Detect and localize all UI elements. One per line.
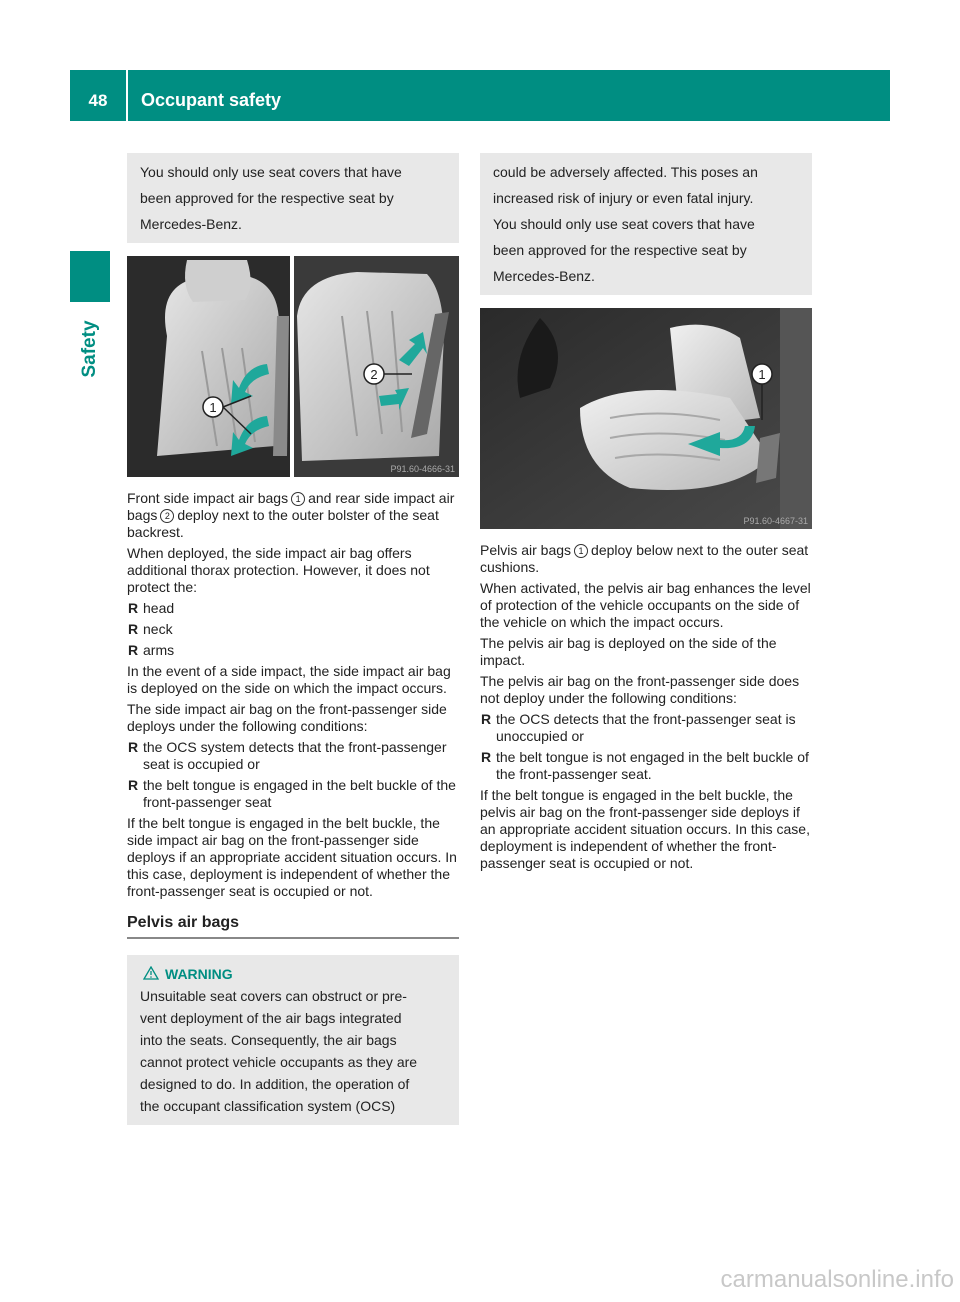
conditions-list	[127, 739, 459, 811]
callout-1-icon: 1	[291, 492, 305, 506]
side-tab-block	[70, 251, 110, 302]
warning-line: into the seats. Consequently, the air bags	[140, 1032, 397, 1048]
text-run: Front side impact air bags	[127, 490, 289, 506]
note-line: been approved for the respective seat by	[493, 242, 747, 258]
warning-line: the occupant classification system (OCS)	[140, 1098, 396, 1114]
bullet-icon: R	[128, 621, 139, 637]
left-column	[127, 153, 459, 1125]
list-item-text: the OCS detects that the front-passenger seat is unoccupied or	[496, 711, 796, 744]
bullet-icon: R	[481, 749, 492, 765]
list-item-text: head	[143, 600, 175, 616]
callout-1-label: 1	[758, 367, 766, 382]
side-impact-airbag-photo	[127, 256, 459, 477]
section-heading: Pelvis air bags	[127, 914, 459, 939]
paragraph-pelvis-airbags	[480, 542, 812, 576]
header-divider	[126, 70, 128, 121]
image-code: P91.60-4667-31	[743, 516, 808, 526]
note-line: could be adversely affected. This poses an	[493, 164, 758, 180]
list-item	[127, 777, 459, 811]
protection-list	[127, 600, 459, 659]
warning-title: WARNING	[165, 966, 233, 982]
note-line: You should only use seat covers that have	[140, 164, 402, 180]
paragraph: If the belt tongue is engaged in the belt buckle, the side impact air bag on the front-passenger side deploys if an appropriate accident situation occurs. In this case, deployment is independent of whether the front-passenger seat is occupied or not.	[127, 815, 457, 899]
list-item-text: neck	[143, 621, 173, 637]
warning-triangle-icon	[143, 966, 159, 980]
list-item	[127, 642, 459, 659]
bullet-icon: R	[128, 600, 139, 616]
text-run: and rear side impact air bags	[127, 490, 455, 523]
paragraph: In the event of a side impact, the side impact air bag is deployed on the side on which the impact occurs.	[127, 663, 451, 696]
text-run: deploy next to the outer bolster of the seat backrest.	[127, 507, 439, 540]
note-line: been approved for the respective seat by	[140, 190, 394, 206]
watermark: carmanualsonline.info	[720, 1266, 954, 1293]
paragraph-side-airbags	[127, 490, 459, 541]
note-line: You should only use seat covers that have	[493, 216, 755, 232]
warning-line: cannot protect vehicle occupants as they are	[140, 1054, 418, 1070]
conditions-list	[480, 711, 812, 783]
note-line: Mercedes-Benz.	[140, 216, 242, 232]
side-tab-label: Safety	[79, 320, 100, 378]
pelvis-airbag-photo	[480, 308, 812, 529]
note-line: increased risk of injury or even fatal injury.	[493, 190, 754, 206]
warning-box	[127, 955, 459, 1125]
list-item-text: the OCS system detects that the front-passenger seat is occupied or	[143, 739, 447, 772]
list-item-text: arms	[143, 642, 175, 658]
note-line: Mercedes-Benz.	[493, 268, 595, 284]
text-run: Pelvis air bags	[480, 542, 572, 558]
list-item	[127, 600, 459, 617]
bullet-icon: R	[128, 777, 139, 793]
warning-header	[140, 963, 447, 985]
callout-1-icon: 1	[574, 544, 588, 558]
callout-2-icon: 2	[160, 509, 174, 523]
callout-1-label: 1	[209, 400, 217, 415]
paragraph: When activated, the pelvis air bag enhances the level of protection of the vehicle occupants on the side of the vehicle on which the impact occurs.	[480, 580, 811, 630]
list-item	[127, 739, 459, 773]
warning-line: designed to do. In addition, the operation of	[140, 1076, 410, 1092]
list-item-text: the belt tongue is engaged in the belt buckle of the front-passenger seat	[143, 777, 456, 810]
bullet-icon: R	[128, 642, 139, 658]
bullet-icon: R	[128, 739, 139, 755]
image-code: P91.60-4666-31	[390, 464, 455, 474]
paragraph: If the belt tongue is engaged in the belt buckle, the pelvis air bag on the front-passenger side deploys if an appropriate accident situation occurs. In this case, deployment is independent of whether the front-passenger seat is occupied or not.	[480, 787, 810, 871]
paragraph: When deployed, the side impact air bag offers additional thorax protection. However, it does not protect the:	[127, 545, 430, 595]
right-column	[480, 153, 812, 876]
paragraph: The pelvis air bag on the front-passenger side does not deploy under the following conditions:	[480, 673, 800, 706]
list-item	[480, 711, 812, 745]
warning-line: vent deployment of the air bags integrated	[140, 1010, 402, 1026]
bullet-icon: R	[481, 711, 492, 727]
paragraph: The pelvis air bag is deployed on the side of the impact.	[480, 635, 777, 668]
list-item-text: the belt tongue is not engaged in the belt buckle of the front-passenger seat.	[496, 749, 809, 782]
warning-line: Unsuitable seat covers can obstruct or pre-	[140, 988, 407, 1004]
page-title: Occupant safety	[141, 90, 282, 110]
seat-cover-note	[127, 153, 459, 243]
paragraph: The side impact air bag on the front-passenger side deploys under the following conditions:	[127, 701, 447, 734]
page-number: 48	[88, 91, 108, 110]
list-item	[480, 749, 812, 783]
text-run: deploy below next to the outer seat cushions.	[480, 542, 809, 575]
list-item	[127, 621, 459, 638]
callout-2-label: 2	[370, 367, 378, 382]
warning-continuation-box	[480, 153, 812, 295]
